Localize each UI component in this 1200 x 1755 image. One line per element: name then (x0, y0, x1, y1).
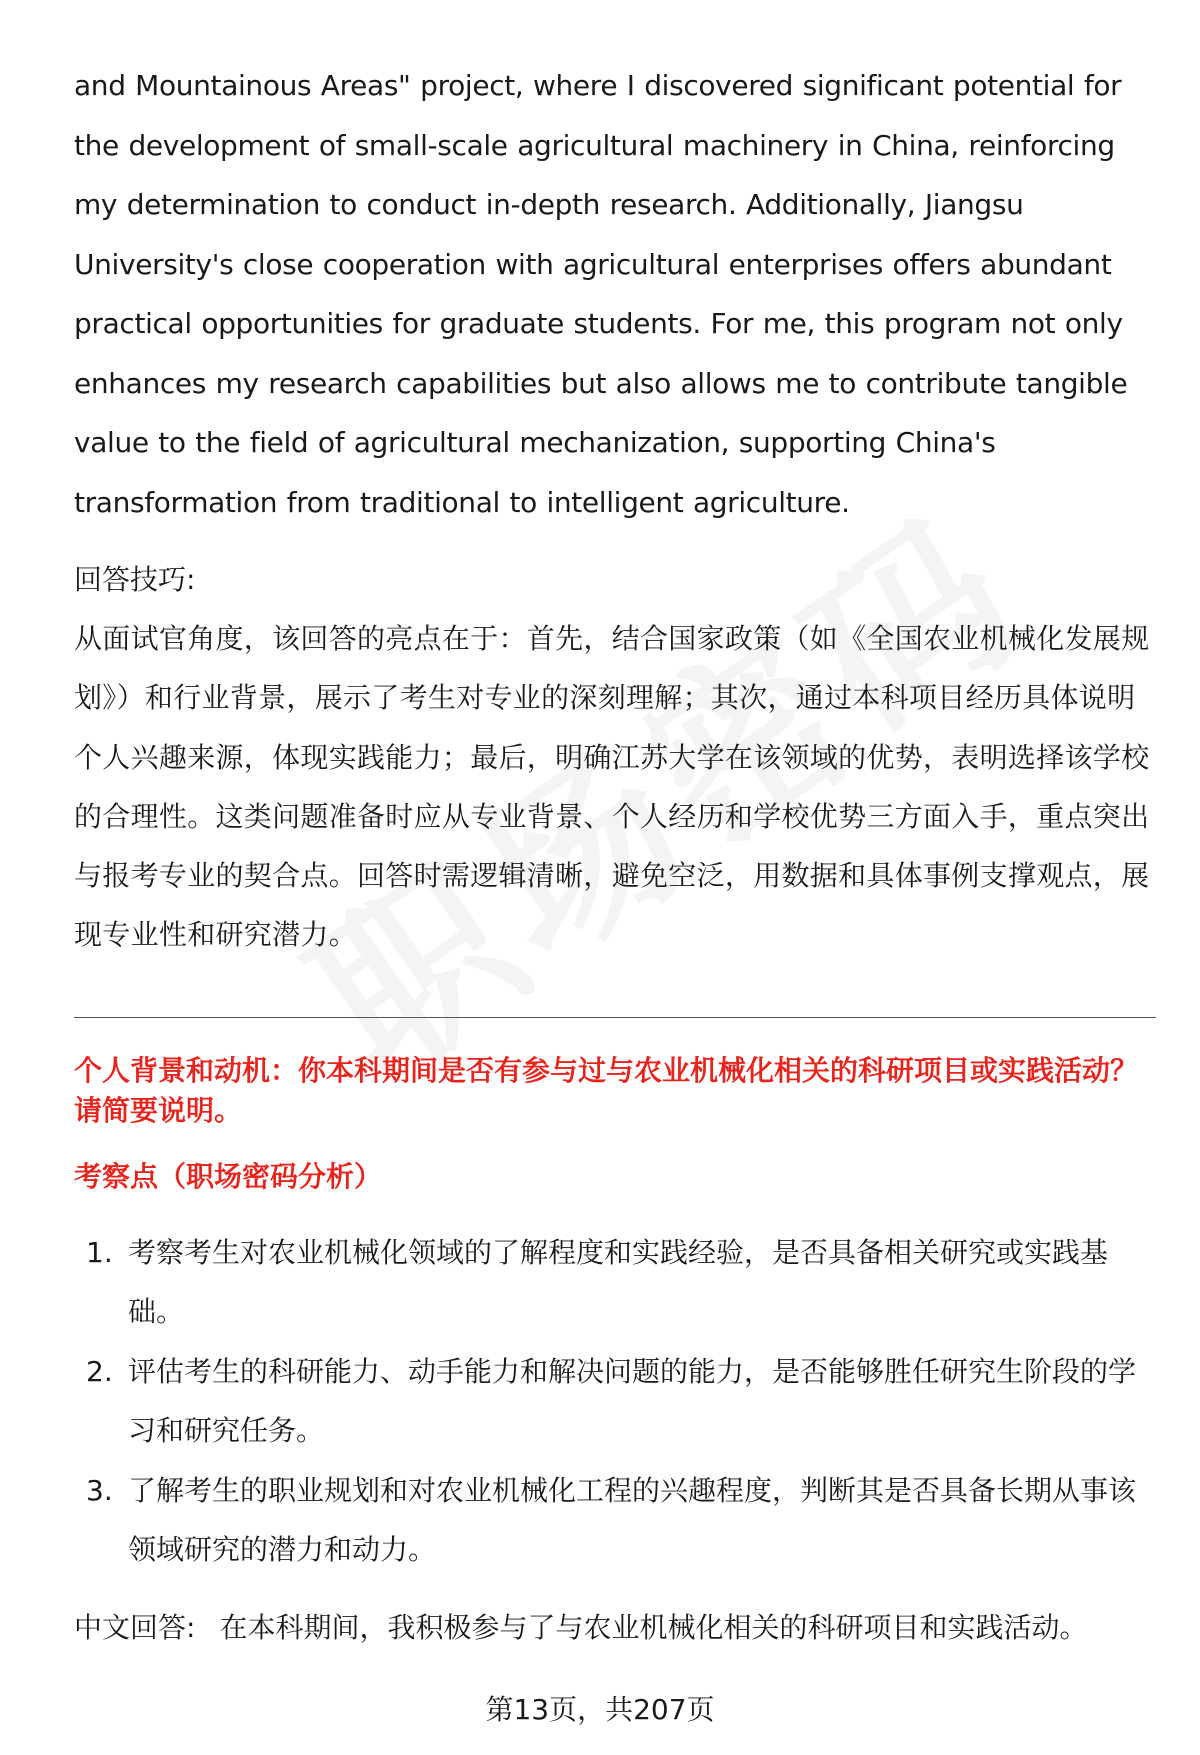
chinese-answer (74, 1608, 1154, 1648)
chinese-answer-text: 在本科期间，我积极参与了与农业机械化相关的科研项目和实践活动。 (219, 1610, 1088, 1644)
document-page (74, 56, 1154, 1648)
page-number-footer: 第13页，共207页 (485, 1693, 715, 1726)
english-answer-paragraph: and Mountainous Areas" project, where I discovered significant potential for the development of small-scale agricultural machinery in China, reinforcing my determination to conduct in-depth research. Additionally, Jiangsu University's close cooperation with agricultural enterprises offers abundant practical opportunities for graduate students. For me, this program not only enhances my research capabilities but also allows me to contribute tangible value to the field of agricultural mechanization, supporting China's transformation from traditional to intelligent agriculture. (74, 69, 1128, 519)
list-item-number: 3. (86, 1473, 113, 1507)
tips-body: 从面试官角度，该回答的亮点在于：首先，结合国家政策（如《全国农业机械化发展规划》）和行业背景，展示了考生对专业的深刻理解；其次，通过本科项目经历具体说明个人兴趣来源，体现实践能力；最后，明确江苏大学在该领域的优势，表明选择该学校的合理性。这类问题准备时应从专业背景、个人经历和学校优势三方面入手，重点突出与报考专业的契合点。回答时需逻辑清晰，避免空泛，用数据和具体事例支撑观点，展现专业性和研究潜力。 (74, 622, 1150, 952)
list-item-text: 评估考生的科研能力、动手能力和解决问题的能力，是否能够胜任研究生阶段的学习和研究任务。 (128, 1354, 1137, 1448)
list-item-number: 2. (86, 1354, 113, 1388)
section-divider (74, 1017, 1156, 1018)
list-item (74, 1461, 1154, 1580)
list-item-number: 1. (86, 1235, 113, 1269)
analysis-heading: 考察点（职场密码分析） (74, 1159, 383, 1193)
chinese-answer-label: 中文回答: (74, 1610, 196, 1644)
analysis-points-list (74, 1223, 1154, 1580)
tips-heading: 回答技巧: (74, 563, 196, 596)
list-item-text: 考察考生对农业机械化领域的了解程度和实践经验，是否具备相关研究或实践基础。 (128, 1235, 1109, 1329)
question-heading: 个人背景和动机：你本科期间是否有参与过与农业机械化相关的科研项目或实践活动？请简要说明。 (74, 1053, 1139, 1127)
list-item-text: 了解考生的职业规划和对农业机械化工程的兴趣程度，判断其是否具备长期从事该领域研究的潜力和动力。 (128, 1473, 1137, 1567)
list-item (74, 1223, 1154, 1342)
list-item (74, 1342, 1154, 1461)
